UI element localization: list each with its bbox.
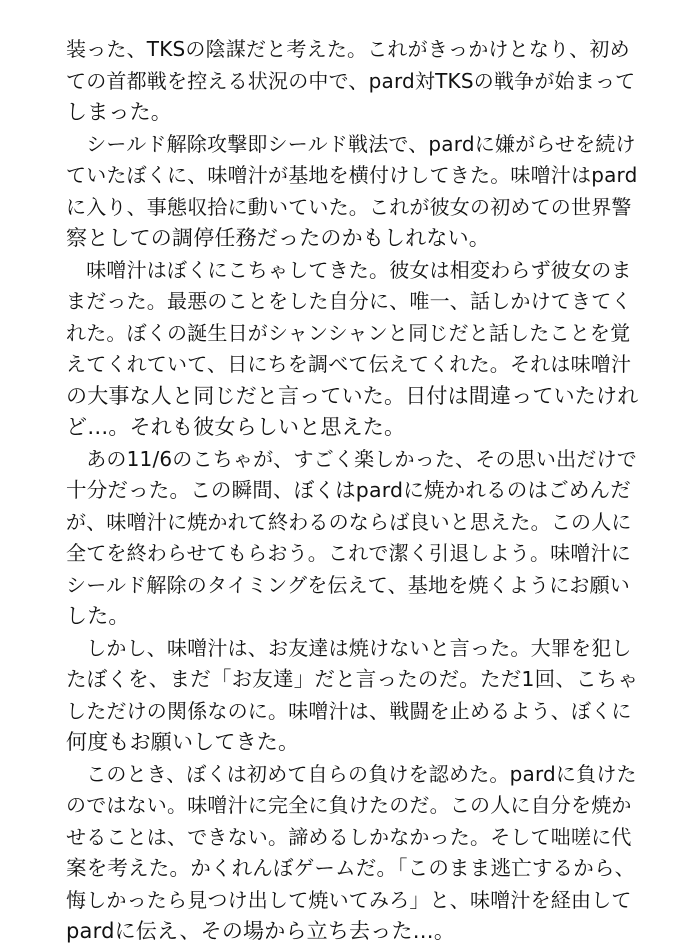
text-line: 案を考えた。かくれんぼゲームだ。「このまま逃亡するから、 (66, 856, 636, 880)
text-line: せることは、できない。諦めるしかなかった。そして咄嗟に代 (66, 824, 632, 849)
text-line: した。 (66, 604, 130, 628)
text-line: 察としての調停任務だったのかもしれない。 (66, 226, 490, 250)
text-line: 味噌汁はぼくにこちゃしてきた。彼女は相変わらず彼女のま (66, 257, 632, 282)
text-line: しかし、味噌汁は、お友達は焼けないと言った。大罪を犯し (66, 635, 632, 660)
text-line: たぼくを、まだ「お友達」だと言ったのだ。ただ1回、こちゃ (66, 667, 639, 691)
text-line: ど…。それも彼女らしいと思えた。 (66, 415, 406, 439)
text-line: pardに伝え、その場から立ち去った…。 (66, 919, 456, 943)
text-line: しまった。 (66, 100, 172, 124)
text-line: まだった。最悪のことをした自分に、唯一、話しかけてきてく (66, 289, 632, 313)
text-line: 全てを終わらせてもらおう。これで潔く引退しよう。味噌汁に (66, 541, 631, 565)
text-line: れた。ぼくの誕生日がシャンシャンと同じだと話したことを覚 (66, 320, 631, 345)
text-line: シールド解除攻撃即シールド戦法で、pardに嫌がらせを続け (66, 131, 636, 156)
text-line: 何度もお願いしてきた。 (66, 730, 300, 754)
text-line: ていたぼくに、味噌汁が基地を横付けしてきた。味噌汁はpard (66, 163, 638, 187)
text-line: 装った、TKSの陰謀だと考えた。これがきっかけとなり、初め (66, 37, 630, 61)
body-text (66, 34, 638, 948)
text-line: シールド解除のタイミングを伝えて、基地を焼くようにお願い (66, 572, 630, 597)
text-line: あの11/6のこちゃが、すごく楽しかった、その思い出だけで (66, 446, 637, 471)
text-line: が、味噌汁に焼かれて終わるのならば良いと思えた。この人に (66, 509, 632, 534)
text-line: しただけの関係なのに。味噌汁は、戦闘を止めるよう、ぼくに (66, 698, 632, 723)
text-line: の大事な人と同じだと言っていた。日付は間違っていたけれ (66, 383, 639, 408)
text-line: 悔しかったら見つけ出して焼いてみろ」と、味噌汁を経由して (66, 887, 632, 912)
text-line: のではない。味噌汁に完全に負けたのだ。この人に自分を焼か (66, 793, 632, 817)
text-line: 十分だった。この瞬間、ぼくはpardに焼かれるのはごめんだ (66, 478, 631, 502)
text-line: に入り、事態収拾に動いていた。これが彼女の初めての世界警 (66, 194, 632, 219)
text-line: このとき、ぼくは初めて自らの負けを認めた。pardに負けた (66, 761, 637, 786)
text-line: えてくれていて、日にちを調べて伝えてくれた。それは味噌汁 (66, 352, 632, 376)
text-line: ての首都戦を控える状況の中で、pard対TKSの戦争が始まって (66, 68, 636, 93)
